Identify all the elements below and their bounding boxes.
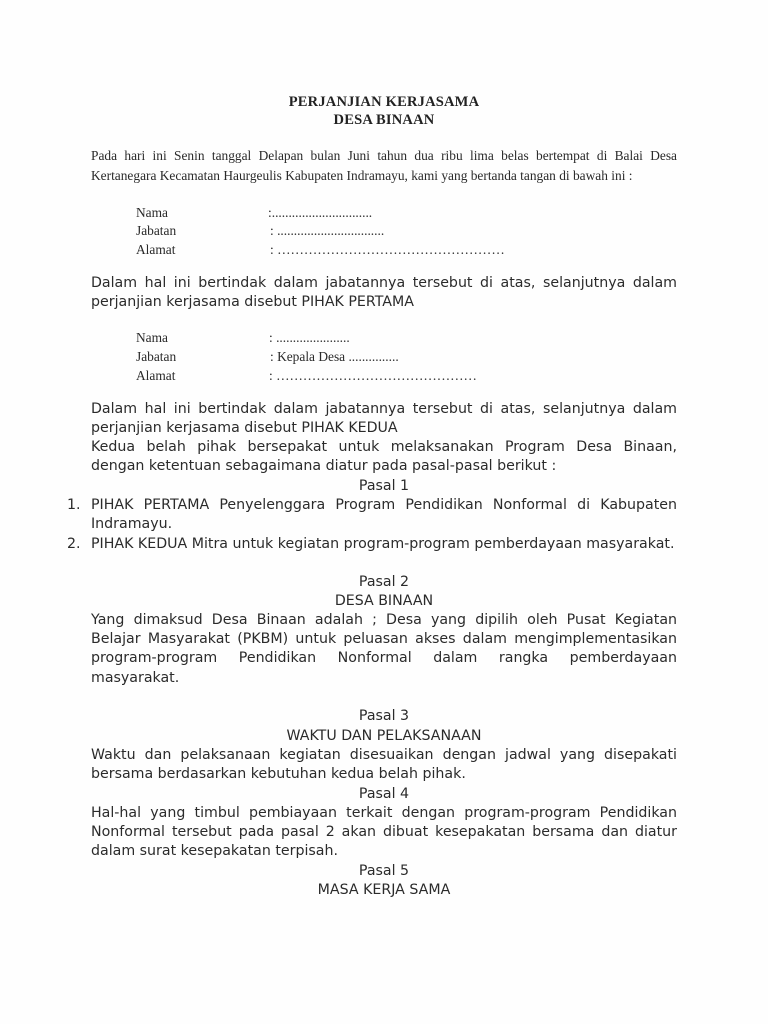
field-value: : ................................: [270, 223, 385, 238]
pasal4-heading: Pasal 4: [358, 786, 410, 802]
field-value: : Kepala Desa ...............: [270, 349, 399, 364]
pasal3-text: Waktu dan pelaksanaan kegiatan disesuaikan dengan jadwal yang disepakati bersama berdasarkan kebutuhan kedua belah pihak.: [91, 747, 677, 783]
pasal4-text: Hal-hal yang timbul pembiayaan terkait dengan program-program Pendidikan Nonformal tersebut pada pasal 2 akan dibuat kesepakatan bersama dan diatur dalam surat kesepakatan terpisah.: [91, 805, 677, 860]
party1-statement: Dalam hal ini bertindak dalam jabatannya tersebut di atas, selanjutnya dalam perjanjian kerjasama disebut PIHAK PERTAMA: [91, 275, 677, 311]
list-number: 1.: [67, 497, 81, 513]
pasal1-heading: Pasal 1: [358, 478, 410, 494]
field-label: Alamat: [136, 368, 176, 383]
list-text: PIHAK KEDUA Mitra untuk kegiatan program-program pemberdayaan masyarakat.: [91, 536, 675, 552]
document-subtitle: DESA BINAAN: [333, 112, 435, 128]
pasal3-subheading: WAKTU DAN PELAKSANAAN: [286, 728, 482, 744]
field-value: : ……………………………………………: [270, 242, 505, 257]
field-label: Jabatan: [136, 349, 177, 364]
field-value: : ......................: [269, 330, 350, 345]
pasal2-text: Yang dimaksud Desa Binaan adalah ; Desa yang dipilih oleh Pusat Kegiatan Belajar Masyarakat (PKBM) untuk peluasan akses dalam mengimplementasikan program-program Pendidikan Nonformal dalam rangka pemberdayaan masyarakat.: [91, 612, 677, 686]
list-number: 2.: [67, 536, 81, 552]
field-value: : ………………………………………: [269, 368, 477, 383]
list-item: [67, 535, 677, 554]
party2-statement: Dalam hal ini bertindak dalam jabatannya tersebut di atas, selanjutnya dalam perjanjian kerjasama disebut PIHAK KEDUA: [91, 401, 677, 437]
field-label: Nama: [136, 205, 168, 220]
list-text: PIHAK PERTAMA Penyelenggara Program Pendidikan Nonformal di Kabupaten Indramayu.: [91, 497, 677, 533]
pasal5-subheading: MASA KERJA SAMA: [317, 882, 451, 898]
pasal2-subheading: DESA BINAAN: [334, 593, 434, 609]
pasal3-heading: Pasal 3: [358, 708, 410, 724]
field-value: :..............................: [268, 205, 373, 220]
list-item: [67, 496, 677, 534]
pasal2-heading: Pasal 2: [358, 574, 410, 590]
intro-paragraph: Pada hari ini Senin tanggal Delapan bulan Juni tahun dua ribu lima belas bertempat di Balai Desa Kertanegara Kecamatan Haurgeulis Kabupaten Indramayu, kami yang bertanda tangan di bawah ini :: [91, 148, 677, 183]
field-label: Jabatan: [136, 223, 177, 238]
agreement-paragraph: Kedua belah pihak bersepakat untuk melaksanakan Program Desa Binaan, dengan ketentuan sebagaimana diatur pada pasal-pasal berikut :: [91, 439, 677, 475]
document-title: PERJANJIAN KERJASAMA: [288, 94, 480, 110]
field-label: Nama: [136, 330, 168, 345]
pasal5-heading: Pasal 5: [358, 863, 410, 879]
field-label: Alamat: [136, 242, 176, 257]
